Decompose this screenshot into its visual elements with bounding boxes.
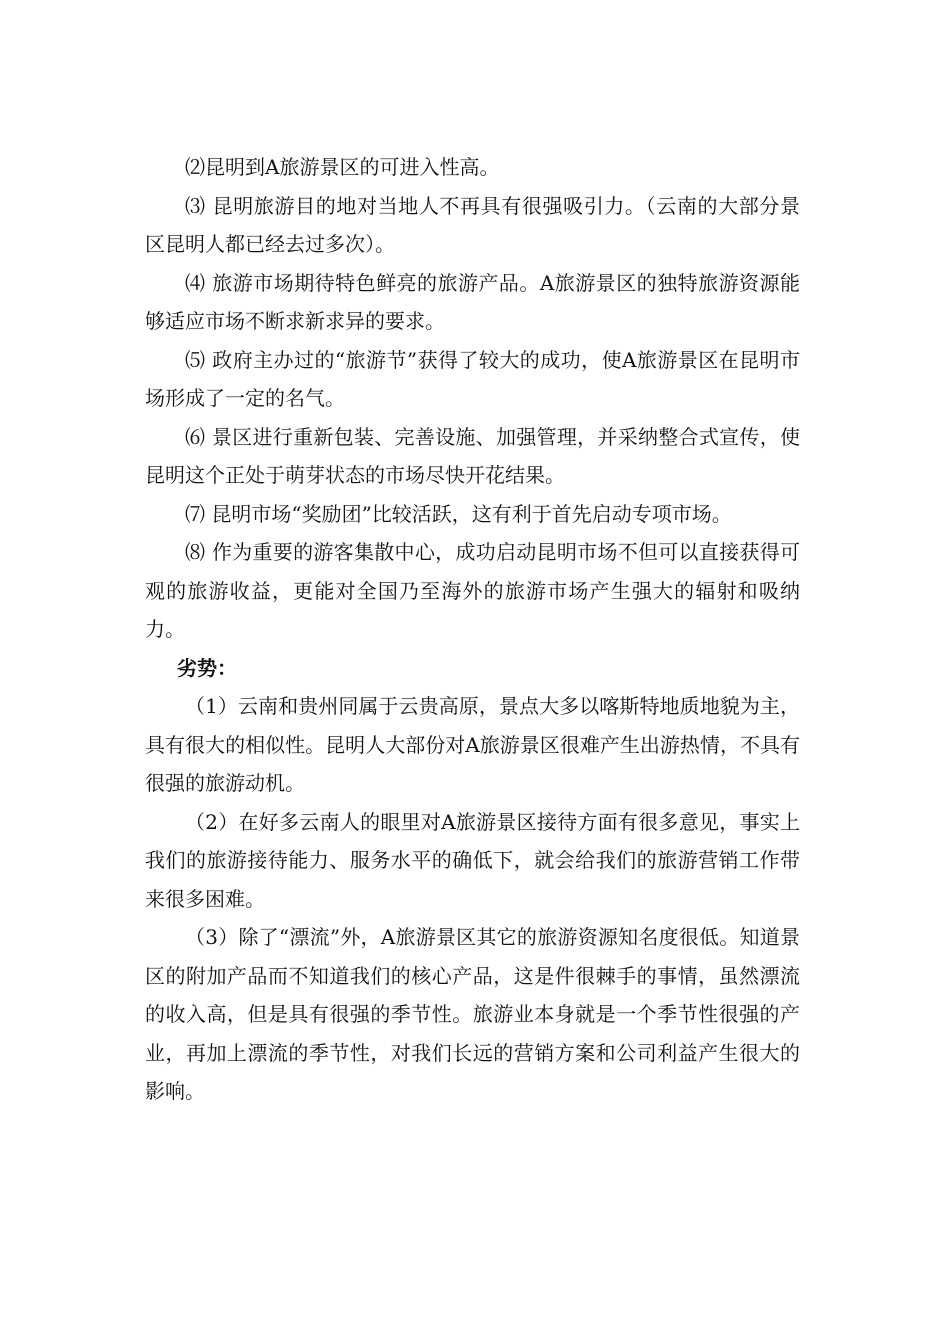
weakness-item-2: （2）在好多云南人的眼里对A旅游景区接待方面有很多意见，事实上我们的旅游接待能力、服务水平的确低下，就会给我们的旅游营销工作带来很多困难。 [145, 809, 800, 911]
strength-item-2: ⑵昆明到A旅游景区的可进入性高。 [185, 155, 500, 179]
weakness-item-3: （3）除了“漂流”外，A旅游景区其它的旅游资源知名度很低。知道景区的附加产品而不知道我们的核心产品，这是件很棘手的事情，虽然漂流的收入高，但是具有很强的季节性。旅游业本身就是一个季节性很强的产业，再加上漂流的季节性，对我们长远的营销方案和公司利益产生很大的影响。 [145, 925, 800, 1103]
document-page [145, 148, 800, 1111]
strength-item-7: ⑺ 昆明市场“奖励团”比较活跃，这有利于首先启动专项市场。 [185, 501, 732, 526]
strength-item-4: ⑷ 旅游市场期待特色鲜亮的旅游产品。A旅游景区的独特旅游资源能够适应市场不断求新求异的要求。 [145, 270, 800, 333]
strength-item-6: ⑹ 景区进行重新包装、完善设施、加强管理，并采纳整合式宣传，使昆明这个正处于萌芽状态的市场尽快开花结果。 [145, 424, 800, 487]
weaknesses-heading: 劣势： [177, 655, 237, 680]
strength-item-3: ⑶ 昆明旅游目的地对当地人不再具有很强吸引力。（云南的大部分景区昆明人都已经去过多次）。 [145, 193, 800, 256]
weakness-item-1: （1）云南和贵州同属于云贵高原，景点大多以喀斯特地质地貌为主，具有很大的相似性。昆明人大部份对A旅游景区很难产生出游热情，不具有很强的旅游动机。 [145, 694, 800, 795]
strength-item-5: ⑸ 政府主办过的“旅游节”获得了较大的成功，使A旅游景区在昆明市场形成了一定的名气。 [145, 347, 800, 410]
strength-item-8: ⑻ 作为重要的游客集散中心，成功启动昆明市场不但可以直接获得可观的旅游收益，更能对全国乃至海外的旅游市场产生强大的辐射和吸纳力。 [145, 540, 800, 641]
